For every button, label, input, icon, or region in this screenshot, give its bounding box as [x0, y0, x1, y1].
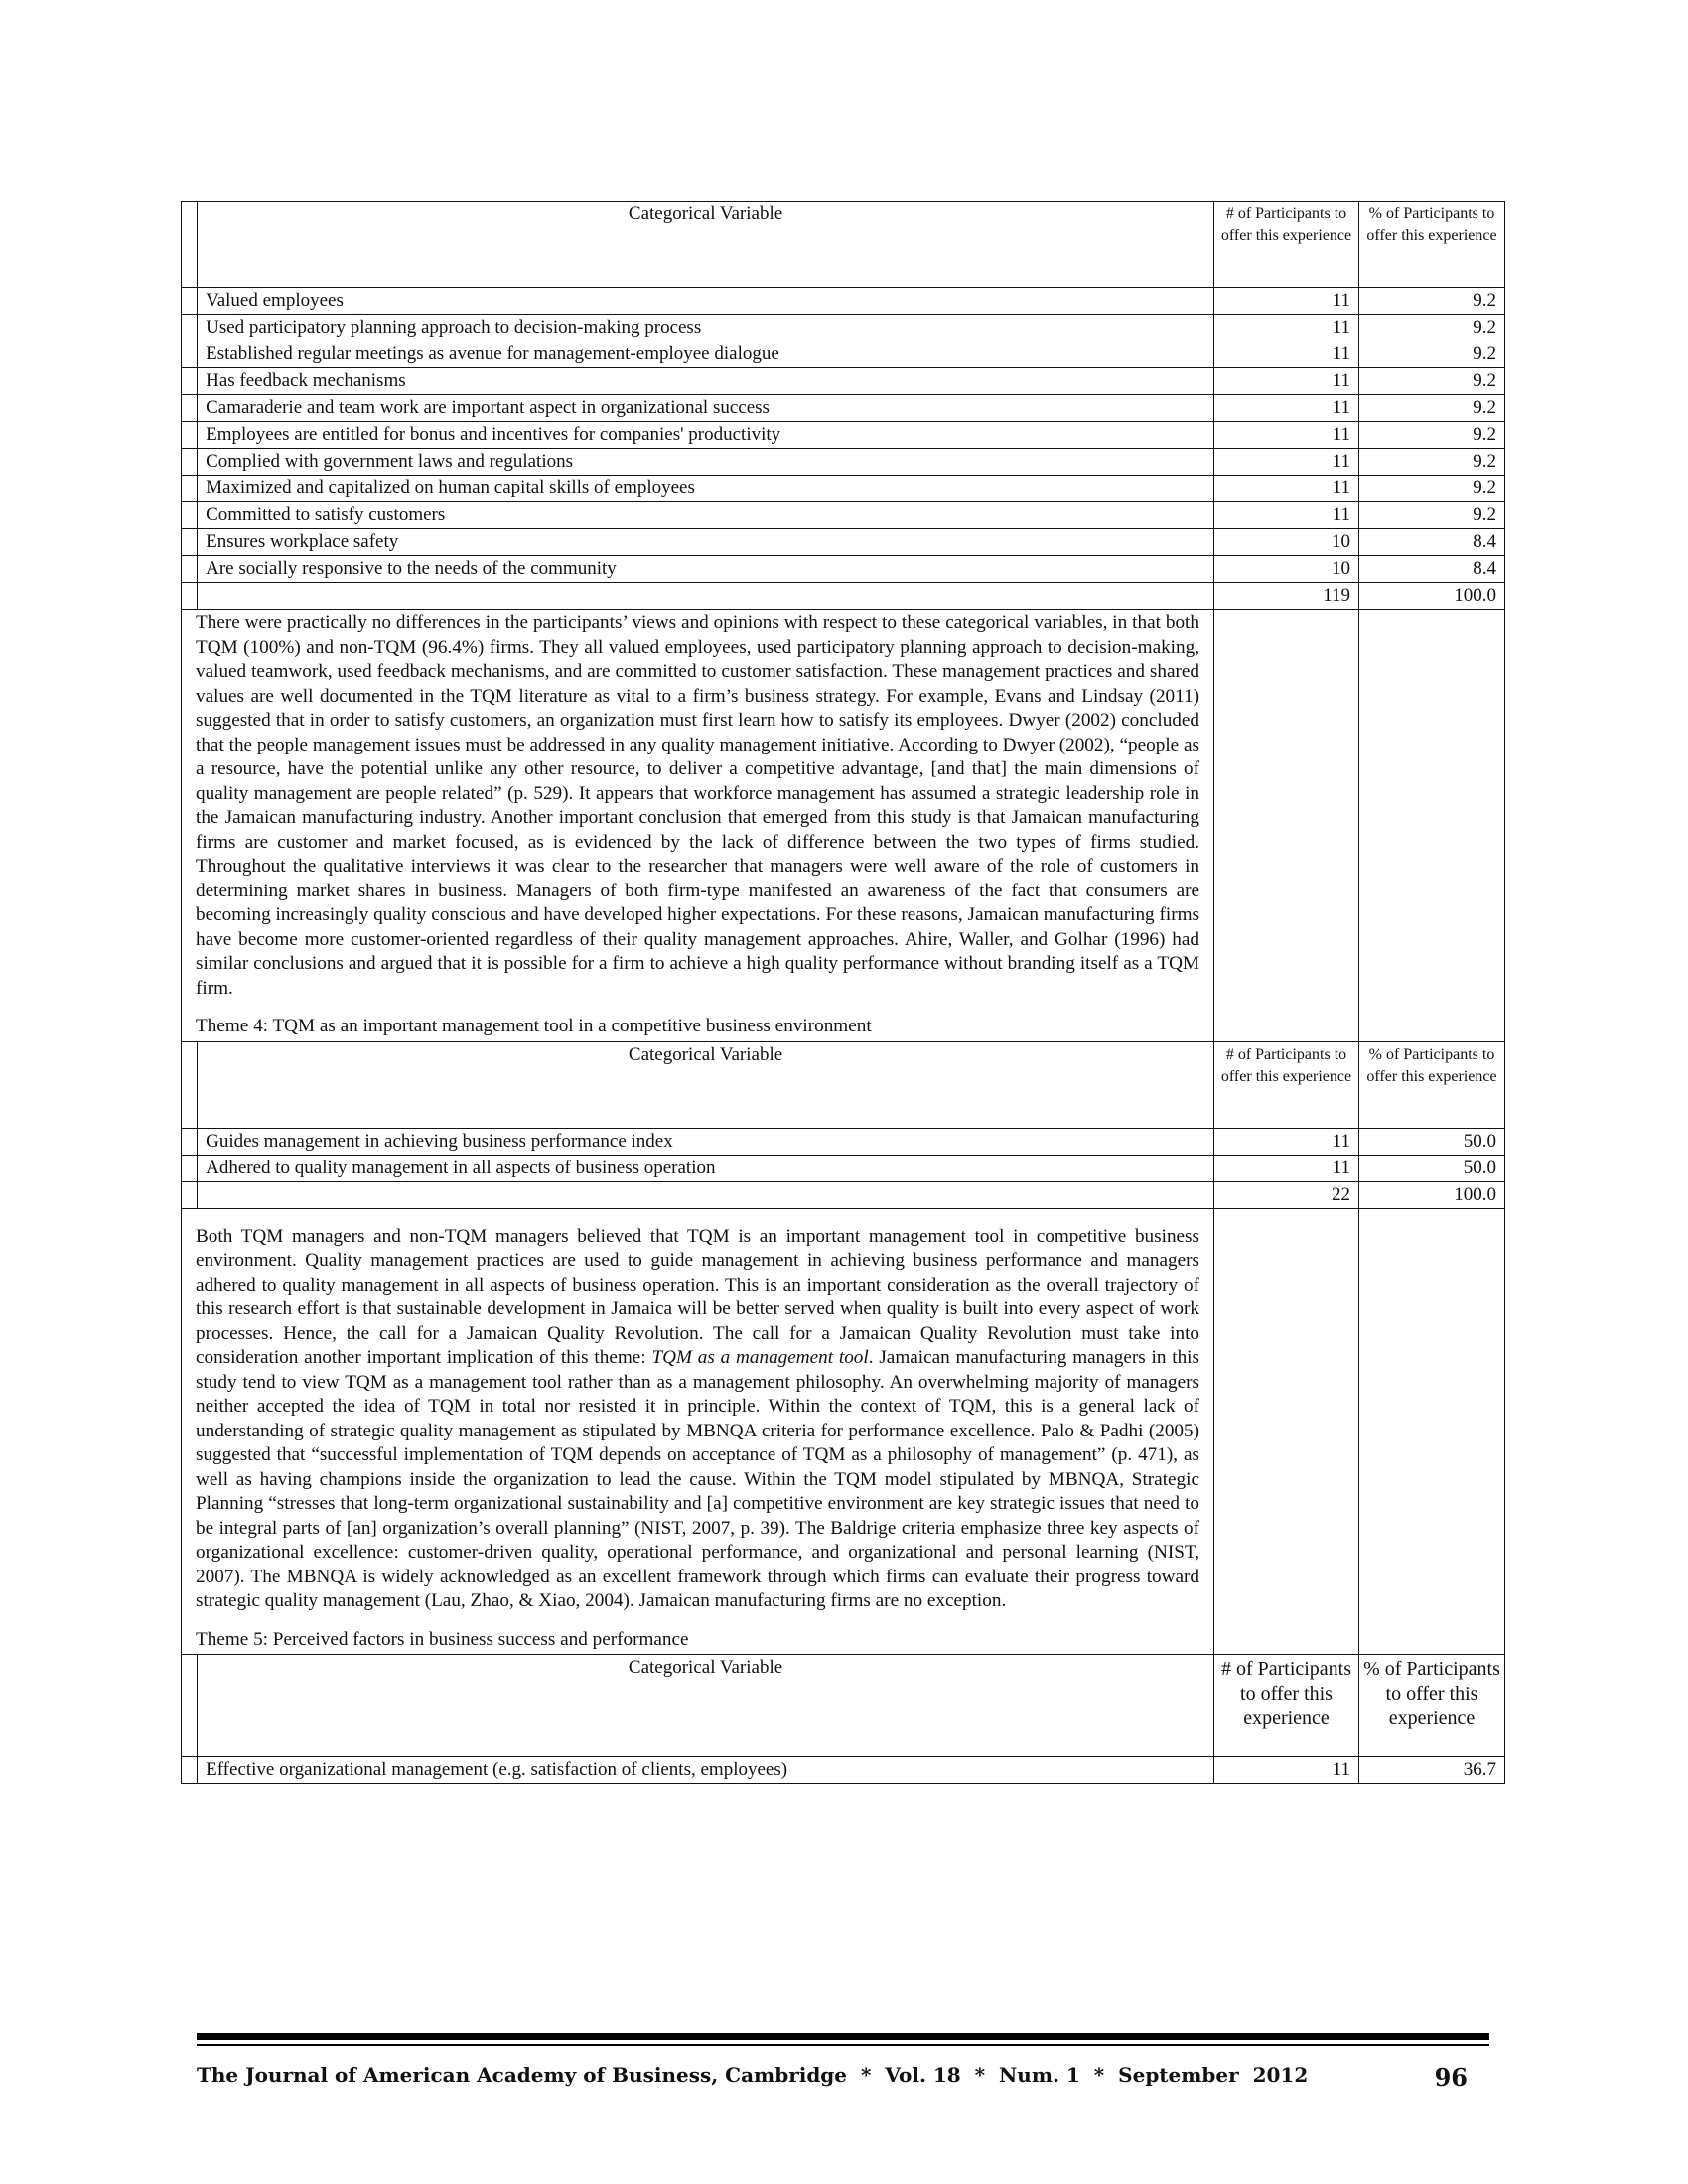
row-label: Ensures workplace safety — [198, 529, 1214, 556]
table-row — [182, 341, 1505, 368]
paragraph-theme3-discussion: There were practically no differences in the participants’ views and opinions with respect to these categorical variables, in that both TQM (100%) and non-TQM (96.4%) firms. They all valued employees, used participatory planning approach to decision-making, valued teamwork, used feedback mechanisms, and are committed to customer satisfaction. These management practices and shared values are well documented in the TQM literature as vital to a firm’s business strategy. For example, Evans and Lindsay (2011) suggested that in order to satisfy customers, an organization must first learn how to satisfy its employees. Dwyer (2002) concluded that the people management issues must be addressed in any quality management initiative. According to Dwyer (2002), “people as a resource, have the potential unlike any other resource, to deliver a competitive advantage, [and that] the main dimensions of quality management are people related” (p. 529). It appears that workforce management has assumed a strategic leadership role in the Jamaican manufacturing industry. Another important conclusion that emerged from this study is that Jamaican manufacturing firms are customer and market focused, as is evidenced by the lack of difference between the two types of firms studied. Throughout the qualitative interviews it was clear to the researcher that managers were well aware of the role of customers in determining market shares in business. Managers of both firm-type manifested an awareness of the fact that consumers are becoming increasingly quality conscious and have developed higher expectations. For these reasons, Jamaican manufacturing firms have become more customer-oriented regardless of their quality management approaches. Ahire, Waller, and Golhar (1996) had similar conclusions and argued that it is possible for a firm to achieve a high quality performance without branding itself as a TQM firm. — [196, 613, 1199, 999]
table2-header-row — [182, 1041, 1505, 1128]
paragraph-theme4-discussion: Both TQM managers and non-TQM managers believed that TQM is an important management tool in competitive business environment. Quality management practices are used to guide management in achieving business performance and managers adhered to quality management in all aspects of business operation. This is an important consideration as the overall trajectory of this research effort is that sustainable development in Jamaica will be better served when quality is built into every aspect of work processes. Hence, the call for a Jamaican Quality Revolution. The call for a Jamaican Quality Revolution must take into consideration another important implication of this theme: TQM as a management tool. Jamaican manufacturing managers in this study tend to view TQM as a management tool rather than as a management philosophy. An overwhelming majority of managers neither accepted the idea of TQM in total nor resisted it in principle. Within the context of TQM, this is a general lack of understanding of strategic quality management as stipulated by MBNQA criteria for performance excellence. Palo & Padhi (2005) suggested that “successful implementation of TQM depends on acceptance of TQM as a philosophy of management” (p. 471), as well as having champions inside the organization to lead the cause. Within the TQM model stipulated by MBNQA, Strategic Planning “stresses that long-term organizational sustainability and [a] competitive environment are key strategic issues that need to be integral parts of [an] organization’s overall planning” (NIST, 2007, p. 39). The Baldrige criteria emphasize three key aspects of organizational excellence: customer-driven quality, operational performance, and organizational and personal learning (NIST, 2007). The MBNQA is widely acknowledged as an excellent framework through which firms can evaluate their progress toward strategic quality management (Lau, Zhao, & Xiao, 2004). Jamaican manufacturing firms are no exception. — [196, 1225, 1199, 1611]
row-count: 10 — [1214, 556, 1359, 583]
row-label: Adhered to quality management in all aspects of business operation — [198, 1155, 1214, 1181]
footer-rule-thin — [197, 2044, 1489, 2046]
row-count: 11 — [1214, 502, 1359, 529]
theme4-heading: Theme 4: TQM as an important management tool in a competitive business environment — [196, 1016, 872, 1036]
row-count: 11 — [1214, 476, 1359, 502]
total-percent: 100.0 — [1358, 583, 1504, 610]
table-row — [182, 1155, 1505, 1181]
row-count: 11 — [1214, 395, 1359, 422]
table-row — [182, 422, 1505, 449]
row-count: 11 — [1214, 1757, 1359, 1784]
row-percent: 8.4 — [1358, 556, 1504, 583]
row-percent: 8.4 — [1358, 529, 1504, 556]
row-count: 11 — [1214, 315, 1359, 341]
row-label: Valued employees — [198, 288, 1214, 315]
table-row — [182, 556, 1505, 583]
table-row — [182, 449, 1505, 476]
row-percent: 9.2 — [1358, 341, 1504, 368]
total-percent: 100.0 — [1358, 1181, 1504, 1208]
journal-citation: The Journal of American Academy of Business, Cambridge * Vol. 18 * Num. 1 * September 2012 — [197, 2063, 1309, 2087]
row-count: 11 — [1214, 449, 1359, 476]
row-label: Maximized and capitalized on human capital skills of employees — [198, 476, 1214, 502]
table3-header-percent: % of Participants to offer this experience — [1358, 1655, 1504, 1757]
row-count: 11 — [1214, 368, 1359, 395]
row-count: 11 — [1214, 288, 1359, 315]
row-percent: 50.0 — [1358, 1128, 1504, 1155]
row-percent: 9.2 — [1358, 502, 1504, 529]
table-row — [182, 476, 1505, 502]
row-label: Camaraderie and team work are important aspect in organizational success — [198, 395, 1214, 422]
row-percent: 36.7 — [1358, 1757, 1504, 1784]
table1-header-row — [182, 202, 1505, 288]
row-count: 11 — [1214, 1128, 1359, 1155]
table-row — [182, 368, 1505, 395]
row-label: Committed to satisfy customers — [198, 502, 1214, 529]
row-count: 11 — [1214, 1155, 1359, 1181]
row-percent: 9.2 — [1358, 315, 1504, 341]
page-content — [181, 201, 1505, 1784]
row-label: Has feedback mechanisms — [198, 368, 1214, 395]
table-row — [182, 502, 1505, 529]
table3-header-variable: Categorical Variable — [198, 1655, 1214, 1757]
row-label: Complied with government laws and regulations — [198, 449, 1214, 476]
row-percent: 9.2 — [1358, 395, 1504, 422]
row-label: Established regular meetings as avenue for management-employee dialogue — [198, 341, 1214, 368]
row-percent: 9.2 — [1358, 422, 1504, 449]
results-table — [181, 201, 1505, 1784]
theme5-heading: Theme 5: Perceived factors in business success and performance — [196, 1628, 689, 1650]
discussion-row — [182, 1208, 1505, 1655]
row-percent: 50.0 — [1358, 1155, 1504, 1181]
table1-header-variable: Categorical Variable — [198, 202, 1214, 288]
total-count: 119 — [1214, 583, 1359, 610]
table-row — [182, 395, 1505, 422]
total-count: 22 — [1214, 1181, 1359, 1208]
table-row — [182, 1128, 1505, 1155]
row-percent: 9.2 — [1358, 368, 1504, 395]
row-label: Effective organizational management (e.g. satisfaction of clients, employees) — [198, 1757, 1214, 1784]
table-row — [182, 288, 1505, 315]
row-label: Are socially responsive to the needs of the community — [198, 556, 1214, 583]
row-label: Employees are entitled for bonus and incentives for companies' productivity — [198, 422, 1214, 449]
table2-header-count: # of Participants to offer this experience — [1214, 1041, 1359, 1128]
table2-header-percent: % of Participants to offer this experience — [1358, 1041, 1504, 1128]
table2-header-variable: Categorical Variable — [198, 1041, 1214, 1128]
row-label: Guides management in achieving business performance index — [198, 1128, 1214, 1155]
page-footer — [197, 2033, 1489, 2092]
italic-phrase: TQM as a management tool — [651, 1347, 869, 1368]
page-number: 96 — [1434, 2063, 1468, 2092]
row-percent: 9.2 — [1358, 288, 1504, 315]
table-row — [182, 1757, 1505, 1784]
table1-header-count: # of Participants to offer this experience — [1214, 202, 1359, 288]
row-count: 11 — [1214, 341, 1359, 368]
table2-total-row — [182, 1181, 1505, 1208]
table3-header-count: # of Participants to offer this experience — [1214, 1655, 1359, 1757]
discussion-row — [182, 610, 1505, 1042]
row-percent: 9.2 — [1358, 476, 1504, 502]
row-label: Used participatory planning approach to decision-making process — [198, 315, 1214, 341]
table1-header-percent: % of Participants to offer this experience — [1358, 202, 1504, 288]
row-count: 10 — [1214, 529, 1359, 556]
table1-total-row — [182, 583, 1505, 610]
table3-header-row — [182, 1655, 1505, 1757]
table-row — [182, 315, 1505, 341]
row-count: 11 — [1214, 422, 1359, 449]
footer-rule-thick — [197, 2033, 1489, 2040]
table-row — [182, 529, 1505, 556]
row-percent: 9.2 — [1358, 449, 1504, 476]
